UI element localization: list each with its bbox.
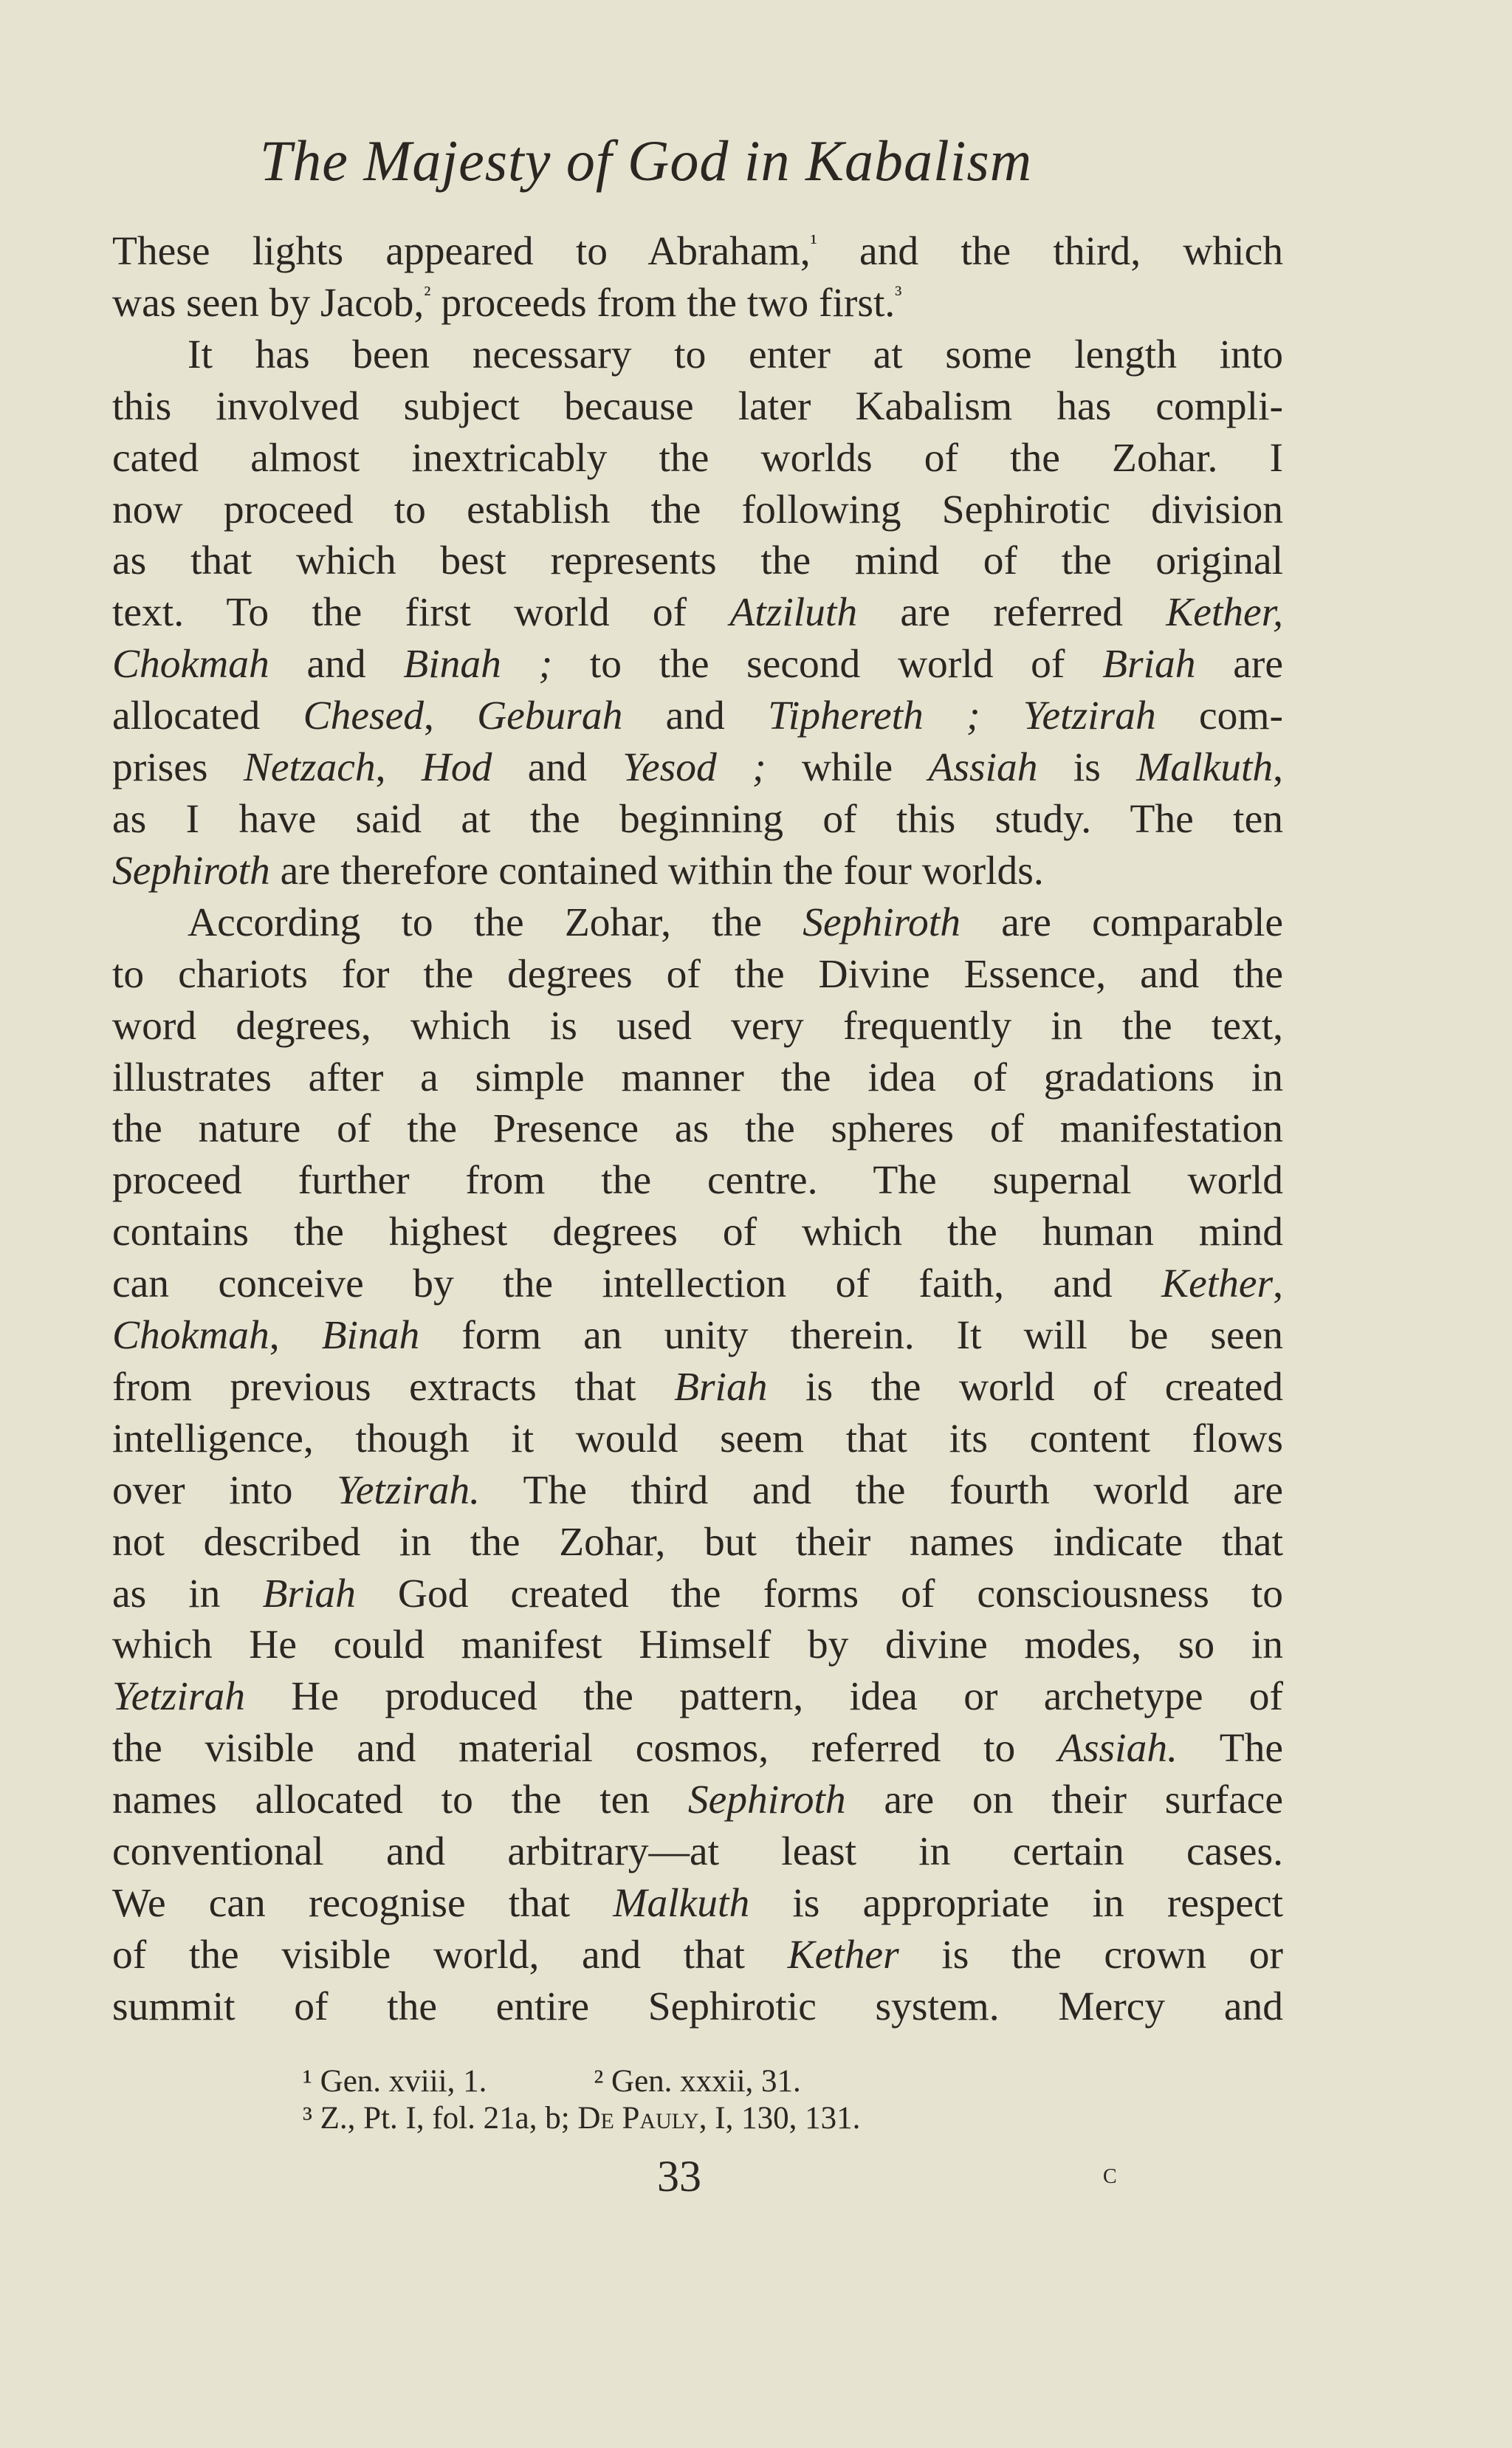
text-line: as in Briah God created the forms of consciousness to <box>112 1571 1284 1616</box>
text-line: the visible and material cosmos, referred to Assiah. The <box>112 1726 1283 1772</box>
text-line: Chokmah, Binah form an unity therein. It will be seen <box>112 1313 1284 1359</box>
text-line: as that which best represents the mind of the original <box>112 538 1283 584</box>
paragraph <box>112 897 1283 2033</box>
text-line: Sephiroth are therefore contained within the four worlds. <box>112 848 1044 894</box>
text-line: the nature of the Presence as the spheres of manifestation <box>112 1106 1283 1152</box>
text-line: from previous extracts that Briah is the world of created <box>112 1364 1283 1410</box>
running-head: The Majesty of God in Kabalism <box>259 128 1033 193</box>
text-line: prises Netzach, Hod and Yesod ; while Assiah is Malkuth, <box>112 745 1284 791</box>
text-line: was seen by Jacob,$^{^2}$ proceeds from the two first.$^{^3}$ <box>112 280 902 326</box>
footnote-row <box>303 2063 860 2100</box>
text-line: now proceed to establish the following Sephirotic division <box>112 487 1283 532</box>
text-line: These lights appeared to Abraham,$^{^1}$ and the third, which <box>112 229 1283 274</box>
text-line: text. To the first world of Atziluth are referred Kether, <box>112 590 1284 636</box>
footnote-ref: ¹ <box>810 230 817 256</box>
footnote-2: ² Gen. xxxii, 31. <box>594 2064 801 2099</box>
body-text <box>112 226 1283 2033</box>
footnote-ref: ² <box>424 281 431 307</box>
text-line: Yetzirah He produced the pattern, idea or archetype of <box>112 1674 1283 1720</box>
footnotes <box>303 2063 860 2137</box>
text-line: allocated Chesed, Geburah and Tiphereth ; Yetzirah com- <box>112 693 1283 739</box>
paragraph <box>112 329 1283 897</box>
text-line: over into Yetzirah. The third and the fourth world are <box>112 1467 1283 1513</box>
text-line: According to the Zohar, the Sephiroth are comparable <box>188 899 1283 945</box>
footnote-1: ¹ Gen. xviii, 1. <box>303 2064 487 2099</box>
text-line: illustrates after a simple manner the idea of gradations in <box>112 1055 1283 1100</box>
footnote-ref: ³ <box>895 281 902 307</box>
text-line: proceed further from the centre. The supernal world <box>112 1158 1283 1204</box>
signature-mark: c <box>1103 2156 1117 2190</box>
text-line: as I have said at the beginning of this study. The ten <box>112 796 1283 842</box>
text-line: conventional and arbitrary—at least in certain cases. <box>112 1829 1283 1875</box>
text-line: We can recognise that Malkuth is appropriate in respect <box>112 1881 1284 1926</box>
text-line: cated almost inextricably the worlds of the Zohar. I <box>112 435 1283 481</box>
paragraph <box>112 226 1283 329</box>
text-line: this involved subject because later Kabalism has compli- <box>112 383 1283 429</box>
text-line: It has been necessary to enter at some length into <box>188 332 1283 377</box>
text-line: of the visible world, and that Kether is the crown or <box>112 1932 1283 1978</box>
text-line: can conceive by the intellection of faith, and Kether, <box>112 1261 1283 1307</box>
page-number: 33 <box>657 2152 701 2201</box>
text-line: which He could manifest Himself by divine modes, so in <box>112 1622 1283 1668</box>
text-line: contains the highest degrees of which the human mind <box>112 1210 1283 1255</box>
text-line: Chokmah and Binah ; to the second world of Briah are <box>112 642 1284 688</box>
footnote-3: ³ Z., Pt. I, fol. 21a, b; De Pauly, I, 130, 131. <box>303 2101 861 2136</box>
text-line: intelligence, though it would seem that its content flows <box>112 1416 1283 1461</box>
text-line: not described in the Zohar, but their names indicate that <box>112 1519 1283 1565</box>
text-line: to chariots for the degrees of the Divine Essence, and the <box>112 951 1283 997</box>
text-line: word degrees, which is used very frequently in the text, <box>112 1003 1283 1049</box>
text-line: names allocated to the ten Sephiroth are on their surface <box>112 1777 1283 1823</box>
footnote-row <box>303 2100 860 2137</box>
text-line: summit of the entire Sephirotic system. Mercy and <box>112 1984 1283 2029</box>
